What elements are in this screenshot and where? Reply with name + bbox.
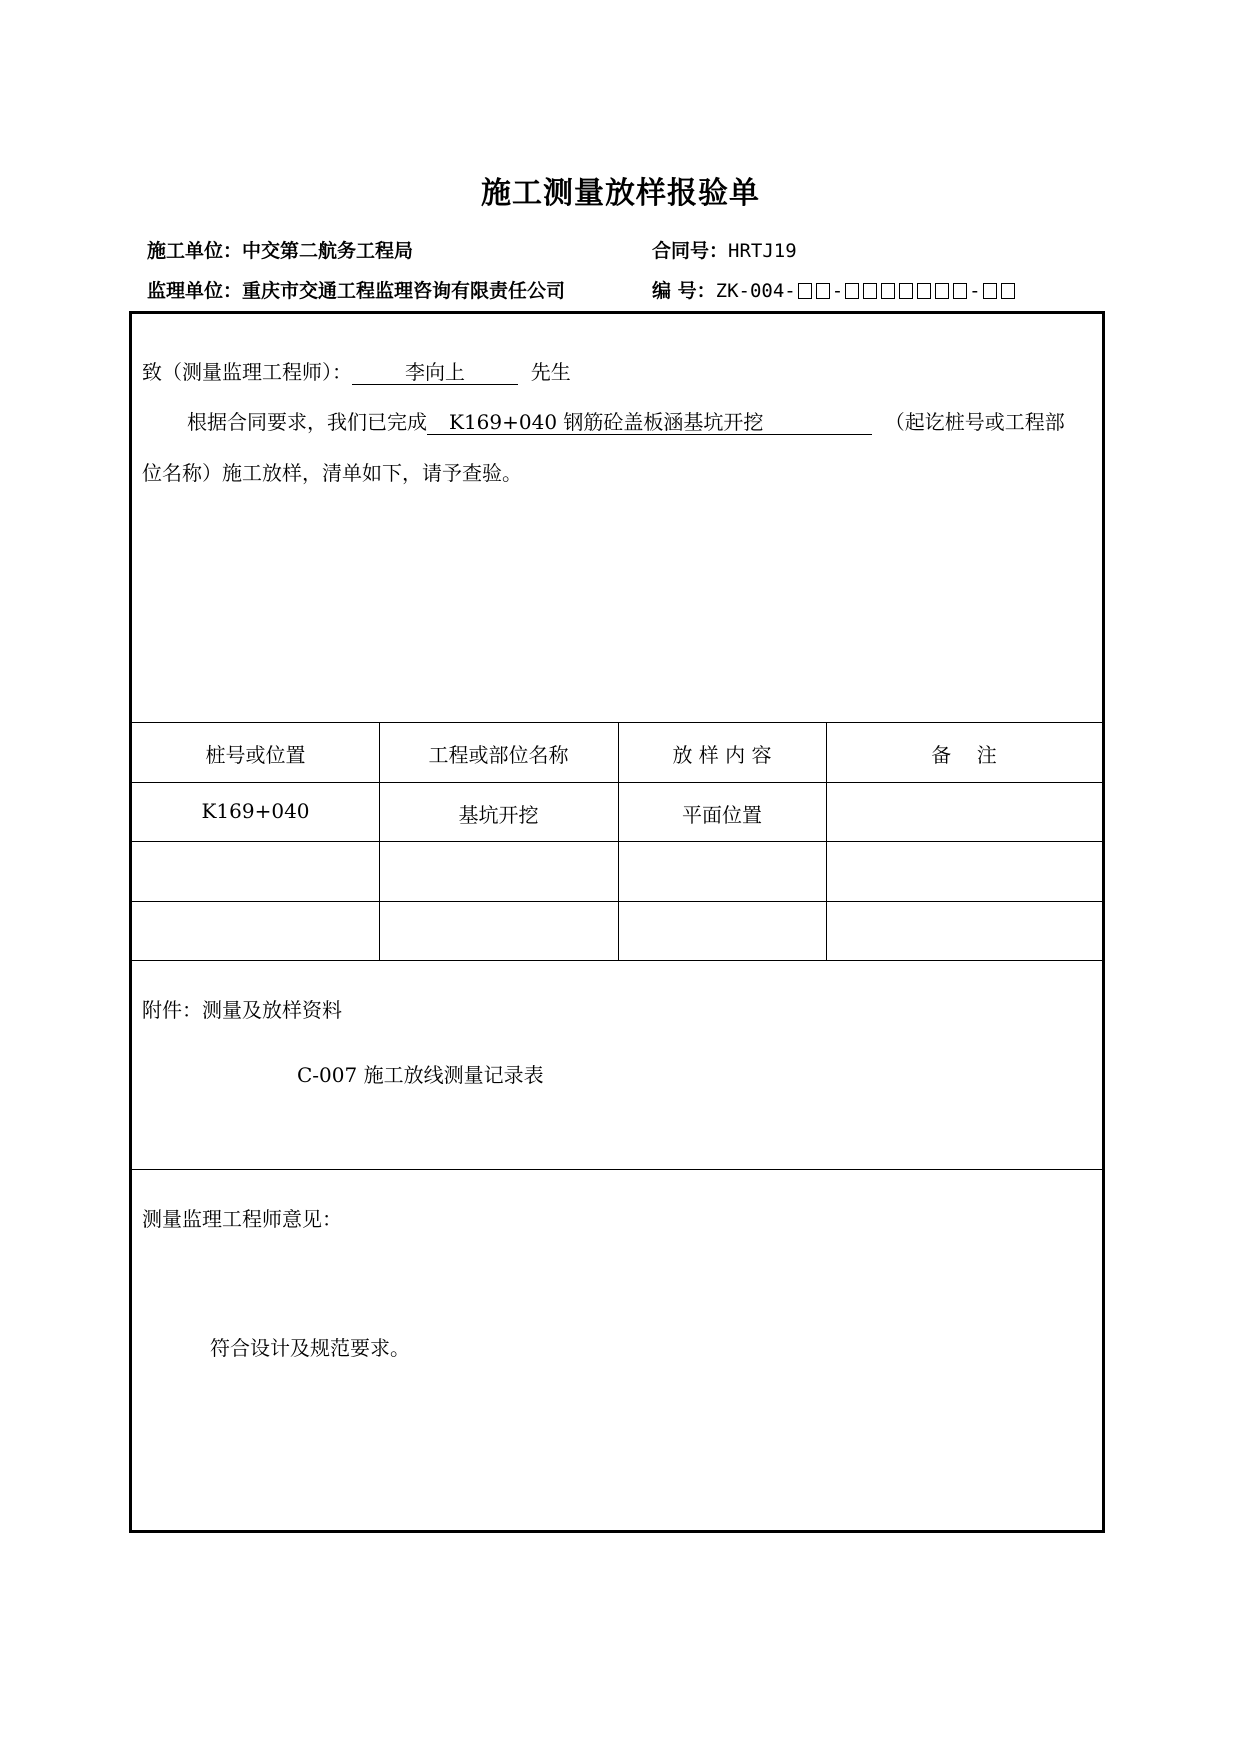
table-cell: 平面位置 [682,803,762,827]
table-bottom-border [132,960,1102,961]
serial-box [845,283,859,299]
serial-box [798,283,812,299]
supervisor-name: 重庆市交通工程监理咨询有限责任公司 [242,280,566,302]
serial-box [917,283,931,299]
form-frame [129,311,1105,1533]
contractor-label: 施工单位： [147,240,243,262]
supervisor-label: 监理单位： [147,280,243,302]
serial-line [652,276,1017,303]
honorific: 先生 [530,360,571,384]
header-station: 桩号或位置 [205,743,306,767]
serial-box [953,283,967,299]
request-prefix: 根据合同要求，我们已完成 [187,410,427,434]
request-line-1 [187,406,1065,435]
contractor-name: 中交第二航务工程局 [242,240,414,262]
opinion-text: 符合设计及规范要求。 [210,1336,410,1360]
contractor-line [147,236,413,263]
contract-no-label: 合同号： [652,240,729,262]
serial-box [881,283,895,299]
row-divider [132,901,1102,902]
contract-no: HRTJ19 [728,240,797,262]
request-line-2: 位名称）施工放样，清单如下，请予查验。 [142,461,522,485]
serial-separator: - [969,280,981,302]
table-cell: K169+040 [201,799,310,823]
table-top-border [132,722,1102,723]
supervisor-line [147,276,565,303]
table-cell: 基坑开挖 [458,803,539,827]
header-remarks: 备 注 [931,743,997,767]
section-divider [132,1169,1102,1170]
serial-label: 编 号： [652,280,716,302]
request-suffix: （起讫桩号或工程部 [884,410,1065,434]
header-content: 放 样 内 容 [672,743,772,767]
serial-box [816,283,830,299]
page-title: 施工测量放样报验单 [481,176,760,211]
serial-box [1001,283,1015,299]
serial-prefix: ZK-004- [715,280,796,302]
serial-box [935,283,949,299]
serial-box [863,283,877,299]
project-name: K169+040 钢筋砼盖板涵基坑开挖 [427,411,872,435]
attachment-item: C-007 施工放线测量记录表 [297,1063,544,1087]
row-divider [132,841,1102,842]
addressee-line [142,356,571,385]
row-divider [132,782,1102,783]
serial-box [899,283,913,299]
engineer-name: 李向上 [352,361,518,385]
serial-box [983,283,997,299]
serial-separator: - [831,280,844,302]
opinion-label: 测量监理工程师意见： [142,1207,342,1231]
addressee-label: 致（测量监理工程师）： [142,360,352,384]
contract-no-line [652,236,797,263]
header-part-name: 工程或部位名称 [428,743,569,767]
attachments-label: 附件：测量及放样资料 [142,998,342,1022]
